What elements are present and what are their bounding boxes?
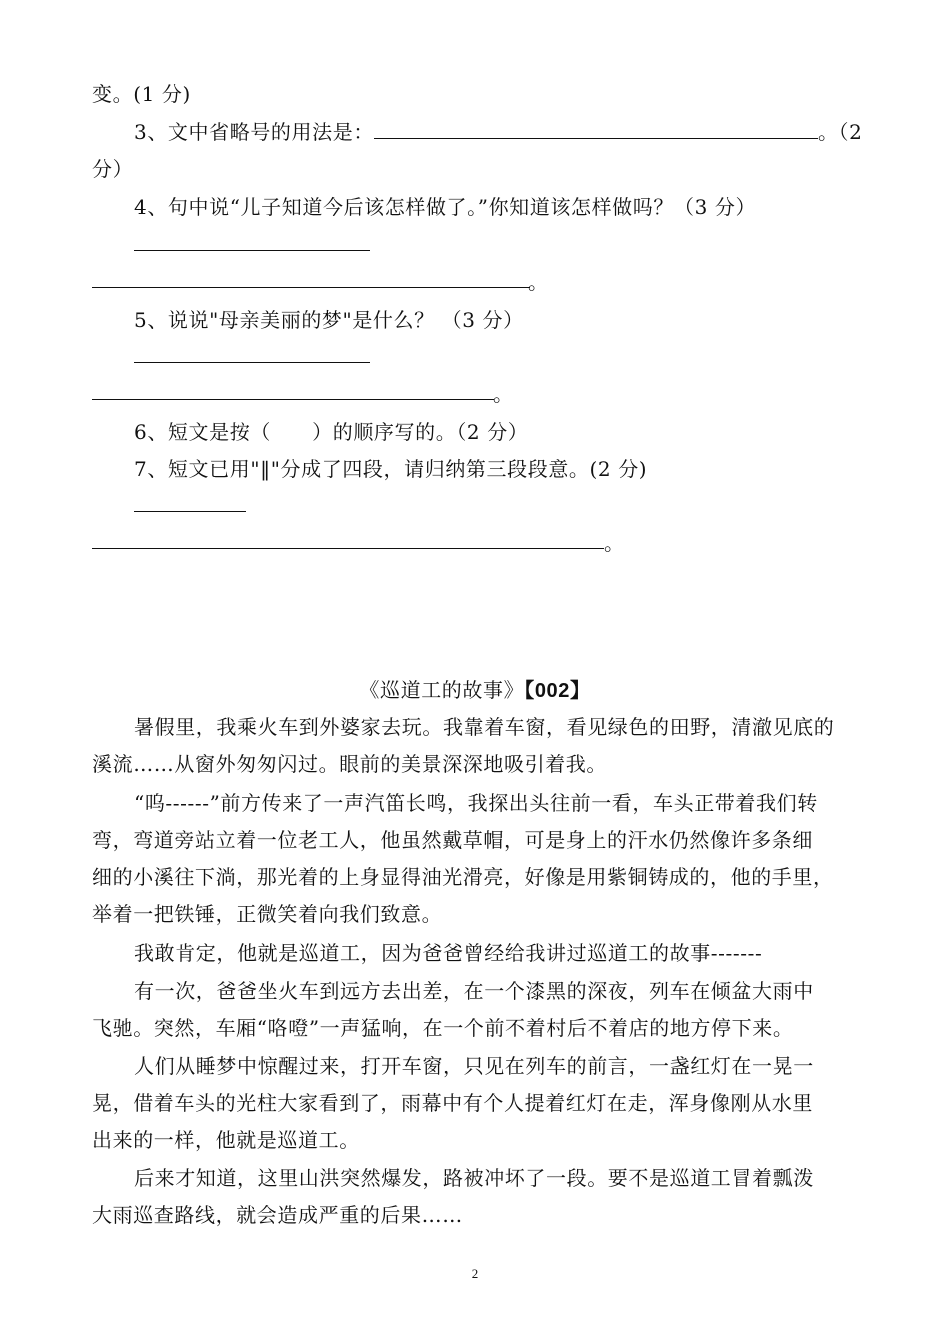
- story-line: 飞驰。突然，车厢“咯噔”一声猛响，在一个前不着村后不着店的地方停下来。: [92, 1016, 794, 1040]
- q4-question: 4、句中说“儿子知道今后该怎样做了。”你知道该怎样做吗？（3 分）: [134, 195, 757, 219]
- q2-tail: 变。(1 分): [92, 82, 191, 106]
- story-line: 暑假里，我乘火车到外婆家去玩。我靠着车窗，看见绿色的田野，清澈见底的: [134, 715, 835, 739]
- q4-period: 。: [528, 270, 549, 294]
- q5-answer-line-1[interactable]: [134, 362, 370, 363]
- q3-suffix: 。（2: [817, 120, 863, 144]
- q7-period: 。: [604, 531, 625, 555]
- story-line: 举着一把铁锤，正微笑着向我们致意。: [92, 902, 443, 926]
- story-line: 大雨巡查路线，就会造成严重的后果……: [92, 1203, 463, 1227]
- q7-question: 7、短文已用"‖"分成了四段，请归纳第三段段意。(2 分): [134, 457, 648, 481]
- q5-period: 。: [493, 382, 514, 406]
- story-line: 细的小溪往下淌，那光着的上身显得油光滑亮，好像是用紫铜铸成的，他的手里，: [92, 865, 834, 889]
- story-line: “呜------”前方传来了一声汽笛长鸣，我探出头往前一看，车头正带着我们转: [134, 791, 818, 815]
- q6-question: 6、短文是按（ ）的顺序写的。（2 分）: [134, 420, 529, 444]
- page-number: 2: [471, 1266, 479, 1281]
- q4-answer-line-1[interactable]: [134, 250, 370, 251]
- q5-question: 5、说说"母亲美丽的梦"是什么？ （3 分）: [134, 308, 524, 332]
- q3-line: [134, 118, 862, 146]
- story-line: 晃，借着车头的光柱大家看到了，雨幕中有个人提着红灯在走，浑身像刚从水里: [92, 1091, 813, 1115]
- story-line: 溪流……从窗外匆匆闪过。眼前的美景深深地吸引着我。: [92, 752, 607, 776]
- story-line: 后来才知道，这里山洪突然爆发，路被冲坏了一段。要不是巡道工冒着瓢泼: [134, 1166, 814, 1190]
- story-line: 出来的一样，他就是巡道工。: [92, 1128, 360, 1152]
- q7-answer-line-2[interactable]: [92, 548, 604, 549]
- story-code: 【002】: [524, 680, 591, 702]
- story-line: 我敢肯定，他就是巡道工，因为爸爸曾经给我讲过巡道工的故事-------: [134, 941, 763, 965]
- story-line: 人们从睡梦中惊醒过来，打开车窗，只见在列车的前言，一盏红灯在一晃一: [134, 1054, 814, 1078]
- story-line: 有一次，爸爸坐火车到远方去出差，在一个漆黑的深夜，列车在倾盆大雨中: [134, 979, 814, 1003]
- story-line: 弯，弯道旁站立着一位老工人，他虽然戴草帽，可是身上的汗水仍然像许多条细: [92, 828, 813, 852]
- q3-answer-blank[interactable]: [374, 118, 818, 139]
- story-title: [0, 676, 950, 705]
- q7-answer-line-1[interactable]: [134, 511, 246, 512]
- q4-answer-line-2[interactable]: [92, 287, 530, 288]
- story-title-text: 《巡道工的故事》: [359, 678, 525, 702]
- q3-prefix: 3、文中省略号的用法是：: [134, 120, 374, 144]
- q5-answer-line-2[interactable]: [92, 399, 494, 400]
- q3-tail: 分）: [92, 157, 134, 181]
